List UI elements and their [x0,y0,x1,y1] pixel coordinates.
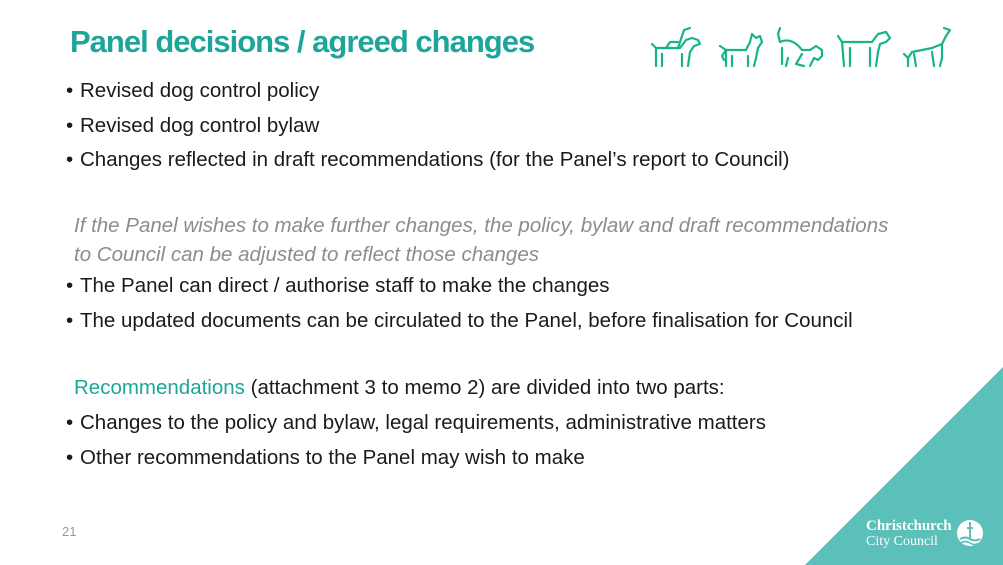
cathedral-logo-icon [956,519,984,547]
bullet-dot: • [66,308,74,332]
howling-dog-icon [904,28,950,66]
bullet-item [66,143,966,178]
guide-dog-icon [652,28,700,66]
recommendations-rest: (attachment 3 to memo 2) are divided into two parts: [244,376,725,400]
page-number: 21 [62,524,77,539]
bullet-text: Changes reflected in draft recommendations (for the Panel’s report to Council) [80,148,790,172]
spacer [66,338,966,371]
bullet-dot: • [66,113,74,137]
bullet-item [66,74,966,109]
bullet-dot: • [66,79,74,102]
recommendations-intro [66,371,966,406]
slide-body [66,74,966,476]
recommendations-highlight: Recommendations [74,376,245,400]
bullet-item [66,441,966,476]
spacer [66,178,966,211]
bullet-item [66,109,966,144]
bullet-dot: • [66,445,74,469]
playful-dog-icon [778,28,822,66]
bullet-text: Revised dog control policy [80,79,320,102]
bullet-text: The updated documents can be circulated to the Panel, before finalisation for Council [80,308,853,332]
bullet-text: Other recommendations to the Panel may wish to make [80,445,585,469]
bullet-dot: • [66,148,74,172]
slide-title: Panel decisions / agreed changes [70,24,535,59]
council-logo [866,518,952,549]
logo-line1: Christchurch [866,518,952,534]
bullet-text: Changes to the policy and bylaw, legal requirements, administrative matters [80,411,766,435]
logo-line2: City Council [866,534,938,549]
italic-note-line: If the Panel wishes to make further changes, the policy, bylaw and draft recommendations [74,214,889,238]
bullet-item [66,304,966,339]
bullet-item [66,269,966,304]
italic-note-line: to Council can be adjusted to reflect those changes [74,243,539,267]
bullet-dot: • [66,274,74,298]
dog-icons [648,24,953,72]
bullet-dot: • [66,411,74,435]
bullet-text: Revised dog control bylaw [80,113,320,137]
bullet-item [66,406,966,441]
bullet-text: The Panel can direct / authorise staff to make the changes [80,274,610,298]
standing-dog-icon [838,32,890,66]
small-dog-icon [720,34,762,66]
